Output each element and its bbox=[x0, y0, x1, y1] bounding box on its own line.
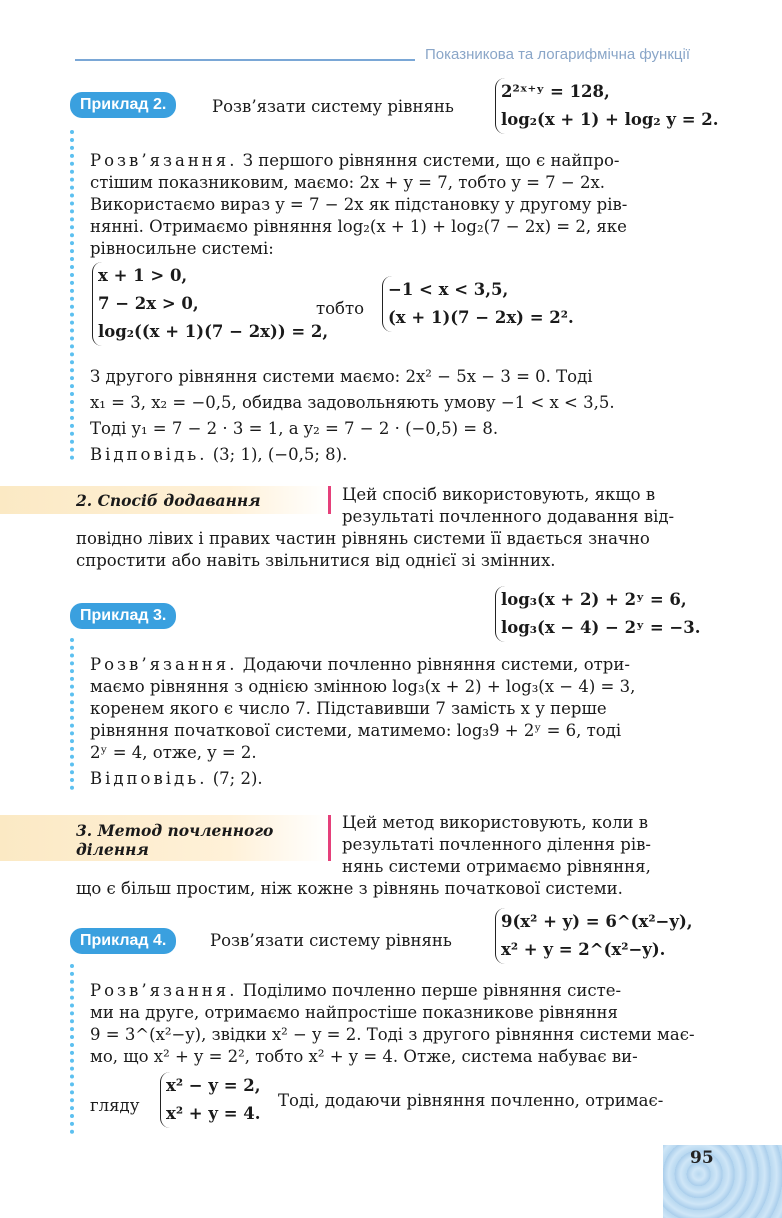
solution-line: x₁ = 3, x₂ = −0,5, обидва задовольняють умову −1 < x < 3,5. bbox=[90, 393, 615, 412]
solution-line: ми на друге, отримаємо найпростіше показникове рівняння bbox=[90, 1003, 618, 1022]
example2-after bbox=[90, 364, 615, 468]
example2-sys-eq1: 2²ˣ⁺ʸ = 128, bbox=[501, 82, 610, 101]
solution-line: стішим показниковим, маємо: 2x + y = 7, тобто y = 7 − 2x. bbox=[90, 173, 606, 192]
solution-label: Розв’язання. bbox=[90, 655, 238, 674]
solution-line: Поділимо почленно перше рівняння систе- bbox=[242, 981, 622, 1000]
method-line: результаті почленного ділення рів- bbox=[342, 835, 651, 854]
method-line: Цей спосіб використовують, якщо в bbox=[342, 485, 656, 504]
method3-title: 3. Метод почленного bbox=[76, 821, 274, 840]
example2-big-system bbox=[92, 262, 328, 346]
solution-line: 2ʸ = 4, отже, y = 2. bbox=[90, 743, 257, 762]
solution-line: З другого рівняння системи маємо: 2x² − 5x − 3 = 0. Тоді bbox=[90, 367, 593, 386]
system-line: −1 < x < 3,5, bbox=[388, 280, 509, 299]
solution-line: 9 = 3^(x²−y), звідки x² − y = 2. Тоді з другого рівняння системи має- bbox=[90, 1025, 695, 1044]
example4-dots bbox=[70, 964, 78, 1134]
example2-sys-eq2: log₂(x + 1) + log₂ y = 2. bbox=[501, 110, 719, 129]
example2-system bbox=[495, 78, 719, 134]
header-title: Показникова та логарифмічна функції bbox=[425, 46, 690, 63]
page-corner-decoration bbox=[663, 1145, 782, 1218]
method2-text bbox=[76, 484, 716, 572]
example3-dots bbox=[70, 638, 78, 790]
solution-line: Використаємо вираз y = 7 − 2x як підстановку у другому рів- bbox=[90, 195, 628, 214]
method-line: нянь системи отримаємо рівняння, bbox=[342, 857, 651, 876]
system-line: log₂((x + 1)(7 − 2x)) = 2, bbox=[98, 322, 329, 341]
solution-line: нянні. Отримаємо рівняння log₂(x + 1) + log₂(7 − 2x) = 2, яке bbox=[90, 217, 627, 236]
example4-final-system bbox=[160, 1072, 261, 1128]
system-line: x + 1 > 0, bbox=[98, 266, 188, 285]
solution-line: Додаючи почленно рівняння системи, отри- bbox=[242, 655, 630, 674]
solution-line: рівняння початкової системи, матимемо: log₃9 + 2ʸ = 6, тоді bbox=[90, 721, 622, 740]
solution-line: рівносильне системі: bbox=[90, 239, 274, 258]
answer-label: Відповідь. bbox=[90, 769, 208, 788]
tobto-word: тобто bbox=[316, 299, 365, 318]
solution-line: мо, що x² + y = 2², тобто x² + y = 4. Отже, система набуває ви- bbox=[90, 1047, 638, 1066]
method-line: результаті почленного додавання від- bbox=[342, 507, 675, 526]
answer-value: (3; 1), (−0,5; 8). bbox=[212, 445, 348, 464]
example3-badge: Приклад 3. bbox=[70, 603, 176, 629]
system-line: log₃(x − 4) − 2ʸ = −3. bbox=[501, 618, 701, 637]
solution-label: Розв’язання. bbox=[90, 981, 238, 1000]
system-line: 7 − 2x > 0, bbox=[98, 294, 199, 313]
method-line: повідно лівих і правих частин рівнянь системи її вдається значно bbox=[76, 529, 650, 548]
method3-title: ділення bbox=[76, 840, 149, 859]
solution-line: Тоді y₁ = 7 − 2 · 3 = 1, а y₂ = 7 − 2 · (−0,5) = 8. bbox=[90, 419, 499, 438]
example2-badge: Приклад 2. bbox=[70, 92, 176, 118]
gladu-word: гляду bbox=[90, 1096, 140, 1115]
example4-system bbox=[495, 908, 693, 964]
example4-final-text: Тоді, додаючи рівняння почленно, отримає- bbox=[278, 1091, 664, 1110]
method-line: що є більш простим, ніж кожне з рівнянь початкової системи. bbox=[76, 879, 623, 898]
example4-solution bbox=[90, 980, 695, 1068]
solution-line: маємо рівняння з однією змінною log₃(x + 2) + log₃(x − 4) = 3, bbox=[90, 677, 636, 696]
example2-task: Розв’язати систему рівнянь bbox=[212, 97, 454, 116]
example4-badge: Приклад 4. bbox=[70, 928, 176, 954]
method-line: спростити або навіть звільнитися від однієї зі змінних. bbox=[76, 551, 556, 570]
example2-solution bbox=[90, 150, 627, 260]
system-line: x² − y = 2, bbox=[166, 1076, 261, 1095]
page-number: 95 bbox=[690, 1148, 714, 1168]
example3-solution bbox=[90, 654, 635, 790]
system-line: x² + y = 2^(x²−y). bbox=[501, 940, 666, 959]
solution-line: коренем якого є число 7. Підставивши 7 замість x у перше bbox=[90, 699, 607, 718]
system-line: x² + y = 4. bbox=[166, 1104, 261, 1123]
example3-system bbox=[495, 586, 700, 642]
answer-label: Відповідь. bbox=[90, 445, 208, 464]
header-rule bbox=[75, 59, 415, 61]
example2-small-system bbox=[382, 276, 574, 332]
system-line: 9(x² + y) = 6^(x²−y), bbox=[501, 912, 693, 931]
method-line: Цей метод використовують, коли в bbox=[342, 813, 649, 832]
answer-value: (7; 2). bbox=[212, 769, 263, 788]
system-line: (x + 1)(7 − 2x) = 2². bbox=[388, 308, 574, 327]
system-line: log₃(x + 2) + 2ʸ = 6, bbox=[501, 590, 687, 609]
method3-text bbox=[76, 812, 716, 900]
solution-line: З першого рівняння системи, що є найпро- bbox=[242, 151, 620, 170]
solution-label: Розв’язання. bbox=[90, 151, 238, 170]
example2-dots bbox=[70, 130, 78, 460]
method2-title: 2. Спосіб додавання bbox=[76, 491, 261, 510]
example4-task: Розв’язати систему рівнянь bbox=[210, 931, 452, 950]
